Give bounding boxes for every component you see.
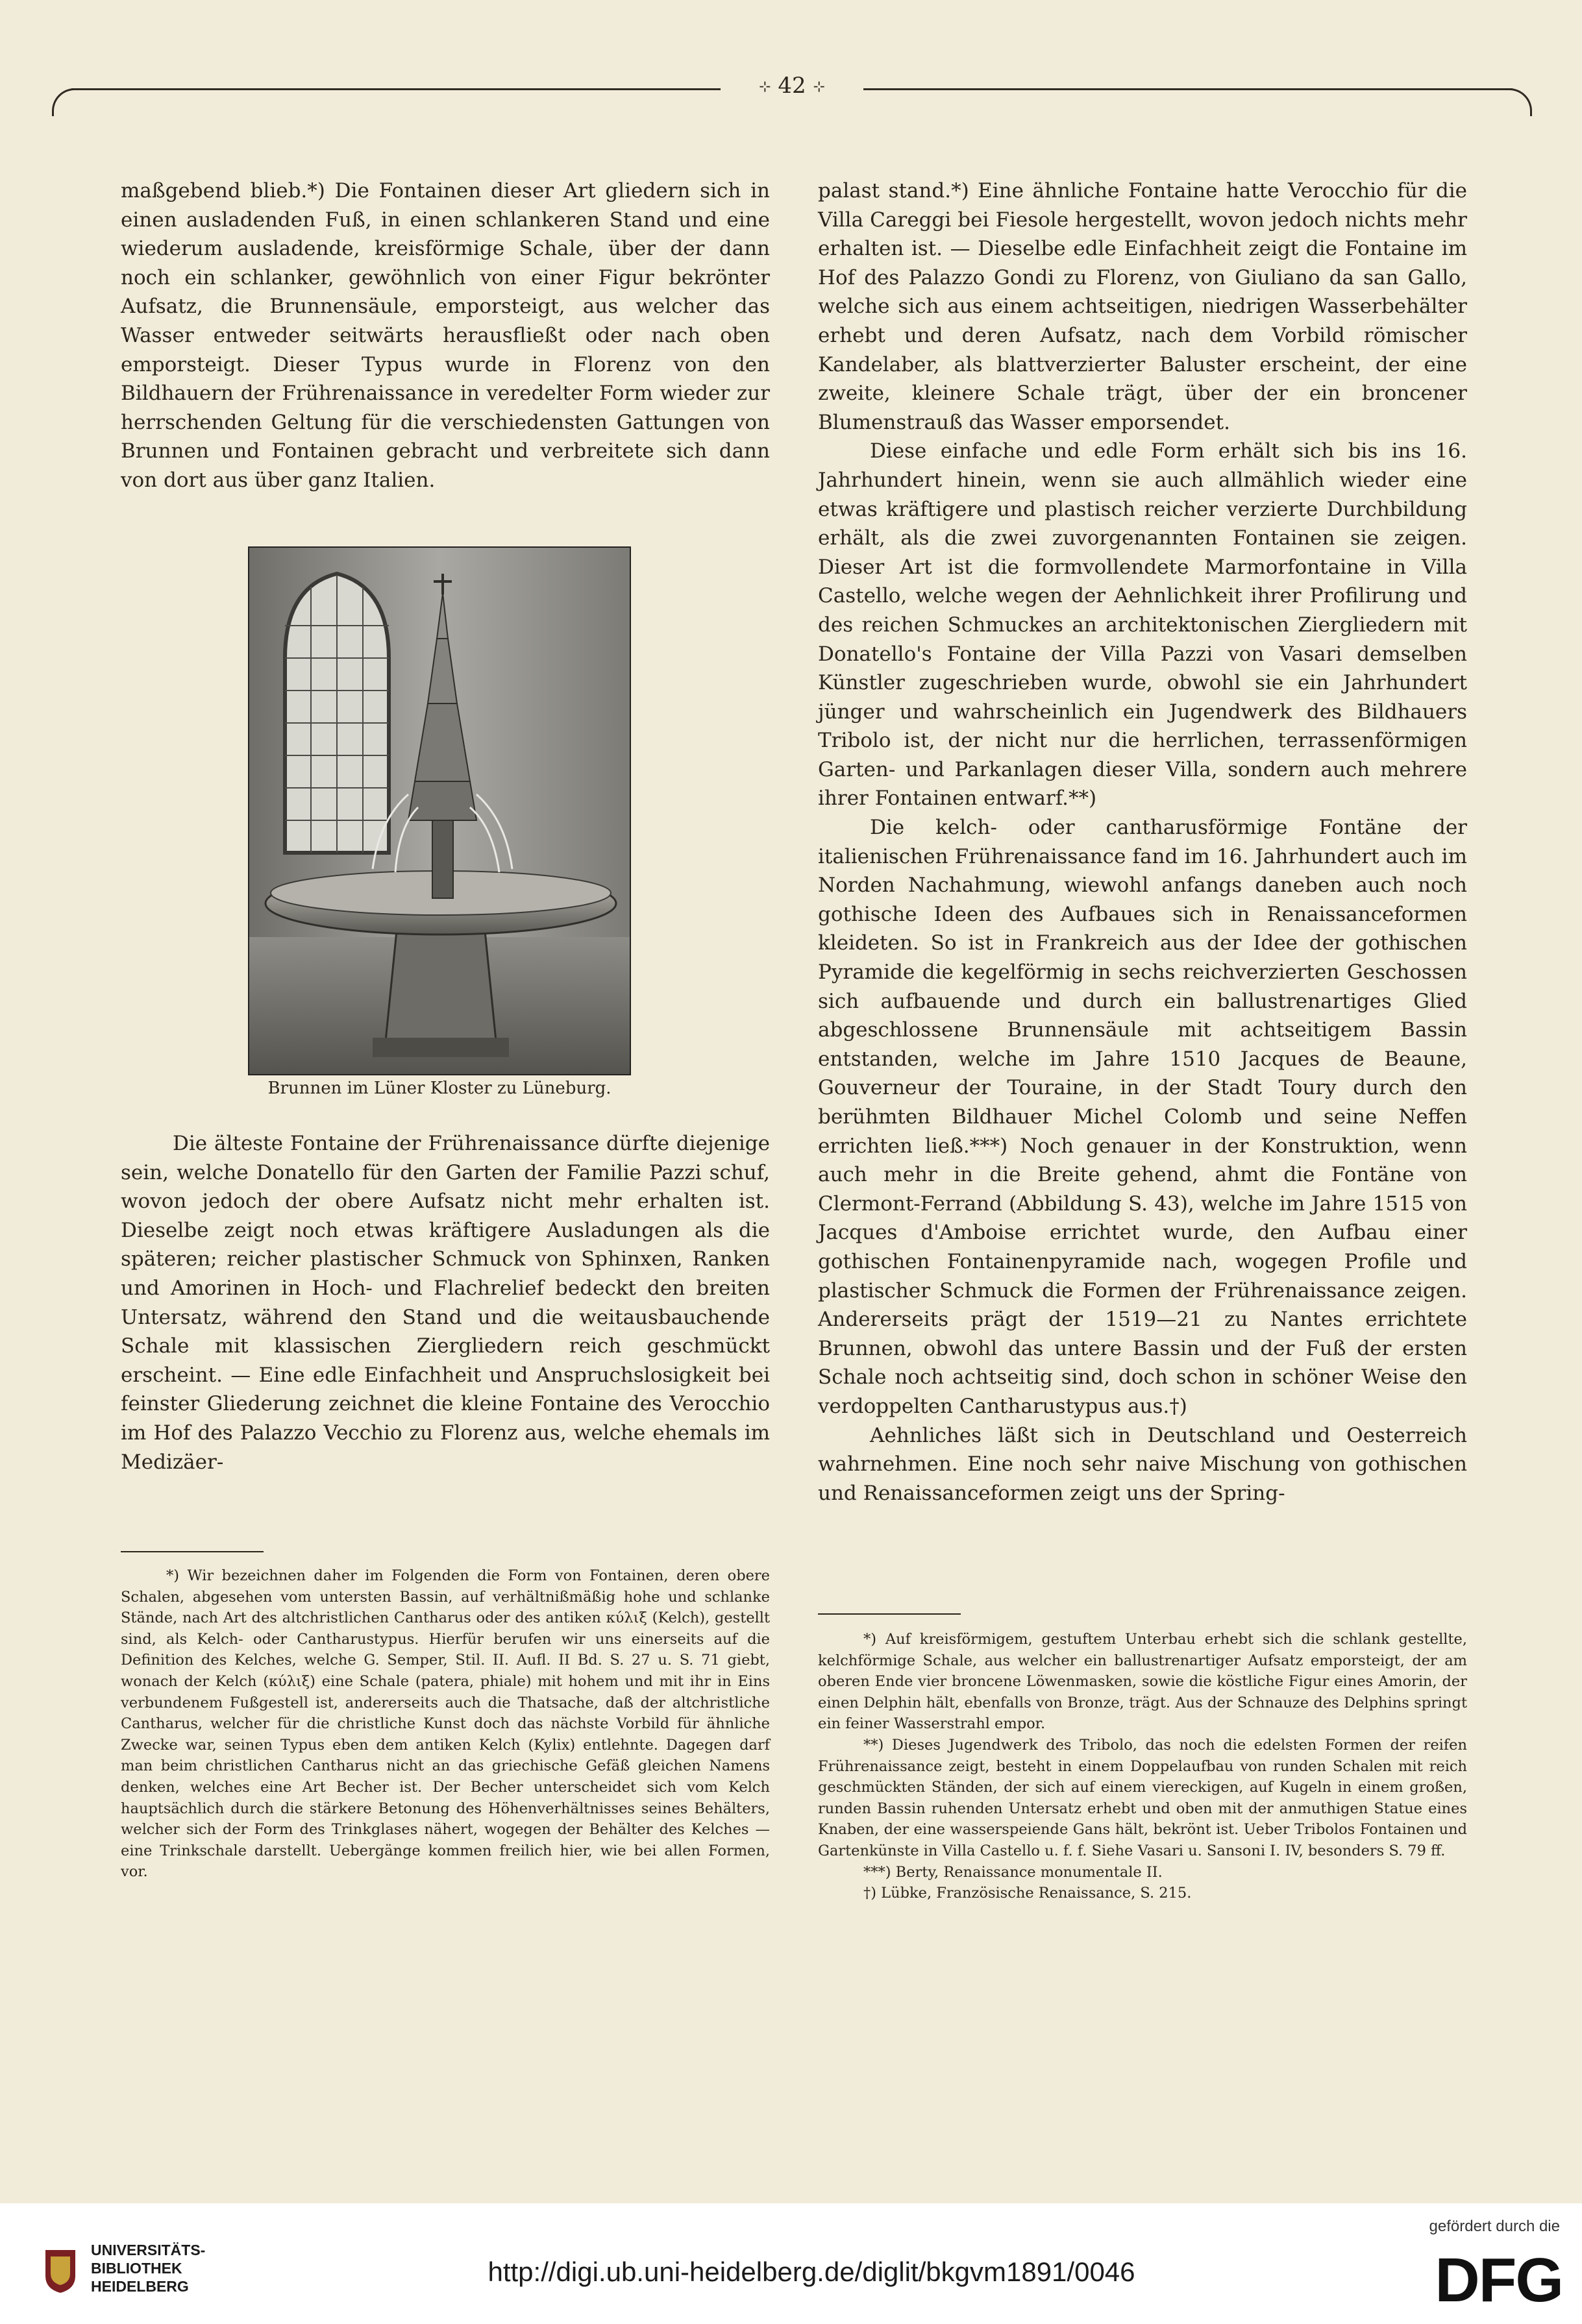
institution-line-1: UNIVERSITÄTS-	[91, 2242, 206, 2258]
header-rule-right	[863, 88, 1513, 90]
ornament-icon: ⊹	[759, 79, 771, 95]
right-paragraph-4: Aehnliches läßt sich in Deutschland und Oesterreich wahrnehmen. Eine noch sehr naive Mischung von gothischen und Renaissanceformen zeigt uns der Spring-	[818, 1423, 1467, 1505]
ornament-icon: ⊹	[813, 79, 825, 95]
right-footnote-4: †) Lübke, Französische Renaissance, S. 215.	[863, 1885, 1192, 1902]
institution-name	[91, 2241, 205, 2295]
dfg-logo: DFG	[1435, 2245, 1563, 2315]
fountain-figure	[248, 546, 631, 1101]
left-paragraph-2: Die älteste Fontaine der Frührenaissance dürfte diejenige sein, welche Donatello für den Garten der Familie Pazzi schuf, wovon jedoch der obere Aufsatz nicht mehr erhalten ist. Dieselbe zeigt noch etwas kräftigere Ausladungen als die späteren; reicher plastischer Schmuck von Sphinxen, Ranken und Amorinen in Hoch- und Flachrelief bedeckt den breiten Untersatz, während den Stand und die weitausbauchende Schale mit klassischen Ziergliedern reich geschmückt erscheint. — Eine edle Einfachheit und Anspruchslosigkeit bei feinster Gliederung zeichnet die kleine Fontaine des Verocchio im Hof des Palazzo Vecchio zu Florenz aus, welche ehemals im Medizäer-	[121, 1132, 770, 1474]
right-footnote-2: **) Dieses Jugendwerk des Tribolo, das noch die edelsten Formen der reifen Frührenaissance zeigt, besteht in einem Doppelaufbau von runden Schalen mit reich geschmückten Ständen, der sich auf einem viereckigen, auf Kugeln in einem großen, runden Bassin ruhenden Untersatz erhebt und oben mit der anmuthigen Statue eines Knaben, der eine wasserspeiende Gans hält, bekrönt ist. Ueber Tribolos Fontainen und Gartenkünste in Villa Castello u. f. f. Siehe Vasari u. Sansoni I. IV, besonders S. 79 ff.	[818, 1736, 1467, 1859]
right-paragraph-2: Diese einfache und edle Form erhält sich bis ins 16. Jahrhundert hinein, wenn sie auch allmählich wieder eine etwas kräftigere und plastisch reicher verzierte Durchbildung erhält, als die zwei zuvorgenannten Fontainen sie zeigen. Dieser Art ist die formvollendete Marmorfontaine in Villa Castello, welche wegen der Aehnlichkeit ihrer Profilirung und des reichen Schmuckes an architektonischen Ziergliedern mit Donatello's Fontaine der Villa Pazzi von Vasari demselben Künstler zugeschrieben wurde, obwohl sie ein Jahrhundert jünger und wahrscheinlich ein Jugendwerk des Bildhauers Tribolo ist, der nicht nur die herrlichen, terrassenförmigen Garten- und Parkanlagen dieser Villa, sondern auch mehrere ihrer Fontainen entwarf.**)	[818, 439, 1467, 811]
right-column-top	[818, 177, 1467, 1508]
header-ornament-right	[1509, 88, 1532, 116]
footnote-divider	[121, 1551, 264, 1552]
footer-bar	[0, 2203, 1582, 2324]
left-paragraph-1: maßgebend blieb.*) Die Fontainen dieser Art gliedern sich in einen ausladenden Fuß, in einen schlankeren Stand und eine wiederum ausladende, kreisförmige Schale, über der dann noch ein schlanker, gewöhnlich von einer Figur bekrönter Aufsatz, die Brunnensäule, emporsteigt, aus welcher das Wasser entweder seitwärts herausfließt oder nach oben emporsteigt. Dieser Typus wurde in Florenz von den Bildhauern der Frührenaissance in veredelter Form wieder zur herrschenden Geltung für die verschiedensten Gattungen von Brunnen und Fontainen gebracht und verbreitete sich dann von dort aus über ganz Italien.	[121, 179, 770, 492]
source-url-link[interactable]: http://digi.ub.uni-heidelberg.de/diglit/bkgvm1891/0046	[488, 2257, 1135, 2287]
right-paragraph-1: palast stand.*) Eine ähnliche Fontaine hatte Verocchio für die Villa Careggi bei Fiesole hergestellt, wovon jedoch nichts mehr erhalten ist. — Dieselbe edle Einfachheit zeigt die Fontaine im Hof des Palazzo Gondi zu Florenz, von Giuliano da san Gallo, welche sich aus einem achtseitigen, niedrigen Wasserbehälter erhebt und deren Aufsatz, nach dem Vorbild römischer Kandelaber, als blattverzierter Baluster erscheint, der eine zweite, kleinere Schale trägt, über der ein broncener Blumenstrauß das Wasser emporsendet.	[818, 179, 1467, 434]
institution-line-3: HEIDELBERG	[91, 2278, 189, 2295]
right-paragraph-3: Die kelch- oder cantharusförmige Fontäne der italienischen Frührenaissance fand im 16. Jahrhundert auch im Norden Nachahmung, wiewohl anfangs daneben auch noch gothische Ideen des Aufbaues sich in Renaissanceformen kleideten. So ist in Frankreich aus der Idee der gothischen Pyramide die kegelförmig in sechs reichverzierten Geschossen sich aufbauende und durch ein ballustrenartiges Glied abgeschlossene Brunnensäule mit achtseitigem Bassin entstanden, welche im Jahre 1510 Jacques de Beaune, Gouverneur der Touraine, in der Stadt Toury durch den berühmten Bildhauer Michel Colomb und seine Neffen errichten ließ.***) Noch genauer in der Konstruktion, wenn auch mehr in die Breite gehend, ahmt die Fontäne von Clermont-Ferrand (Abbildung S. 43), welche im Jahre 1515 von Jacques d'Amboise errichtet wurde, den Aufbau einer gothischen Fontainenpyramide nach, wogegen Profile und plastischer Schmuck die Formen der Frührenaissance zeigen. Andererseits prägt der 1519—21 zu Nantes errichtete Brunnen, obwohl das untere Bassin und der Fuß der ersten Schale noch achtseitig sind, doch schon in schöner Weise den verdoppelten Cantharustypus aus.†)	[818, 816, 1467, 1418]
page-number: 42	[778, 73, 806, 99]
right-footnote-3: ***) Berty, Renaissance monumentale II.	[863, 1863, 1163, 1881]
left-column-bottom	[121, 1129, 770, 1476]
sponsor-text: gefördert durch die	[1429, 2218, 1560, 2235]
page-header	[71, 73, 1513, 105]
university-seal-icon	[43, 2247, 78, 2294]
fountain-photo	[248, 546, 631, 1075]
left-column-top	[121, 177, 770, 495]
institution-line-2: BIBLIOTHEK	[91, 2260, 182, 2277]
fountain-illustration	[249, 548, 630, 1074]
right-footnotes	[818, 1629, 1467, 1904]
header-ornament-left	[52, 88, 75, 116]
figure-caption: Brunnen im Lüner Kloster zu Lüneburg.	[267, 1079, 612, 1098]
page-number-container	[734, 73, 850, 99]
header-rule-left	[71, 88, 721, 90]
footnote-divider	[818, 1613, 961, 1615]
right-footnote-1: *) Auf kreisförmigem, gestuftem Unterbau erhebt sich die schlank gestellte, kelchförmige Schale, aus welcher ein ballustrenartiger Aufsatz emporsteigt, der am oberen Ende vier broncene Löwenmasken, sowie die köstliche Figur eines Amorin, der einen Delphin hält, ebenfalls von Bronze, trägt. Aus der Schnauze des Delphins springt ein feiner Wasserstrahl empor.	[818, 1631, 1467, 1733]
left-footnotes	[121, 1565, 770, 1883]
left-footnote-1: *) Wir bezeichnen daher im Folgenden die Form von Fontainen, deren obere Schalen, abgesehen vom untersten Bassin, auf verhältnißmäßig hohe und schlanke Stände, nach Art des altchristlichen Cantharus oder des antiken κύλιξ (Kelch), gestellt sind, als Kelch- oder Cantharustypus. Hierfür berufen wir uns einerseits auf die Definition des Kelches, welche G. Semper, Stil. II. Aufl. II Bd. S. 27 u. S. 71 giebt, wonach der Kelch (κύλιξ) eine Schale (patera, phiale) mit hohem und mit ihr in Eins verbundenem Fußgestell ist, andererseits auch die Thatsache, daß der altchristliche Cantharus, welcher für die christliche Kunst doch das nächste Vorbild für ähnliche Zwecke war, seinen Typus eben dem antiken Kelch (Kylix) entlehnte. Dagegen darf man beim christlichen Cantharus nicht an das griechische Gefäß gleichen Namens denken, welches eine Art Becher ist. Der Becher unterscheidet sich vom Kelch hauptsächlich durch die stärkere Betonung des Höhenverhältnisses seines Behälters, welcher sich der Form des Trinkglases nähert, wogegen der Behälter des Kelches — eine Trinkschale darstellt. Uebergänge kommen freilich hier, wie bei allen Formen, vor.	[121, 1567, 770, 1881]
